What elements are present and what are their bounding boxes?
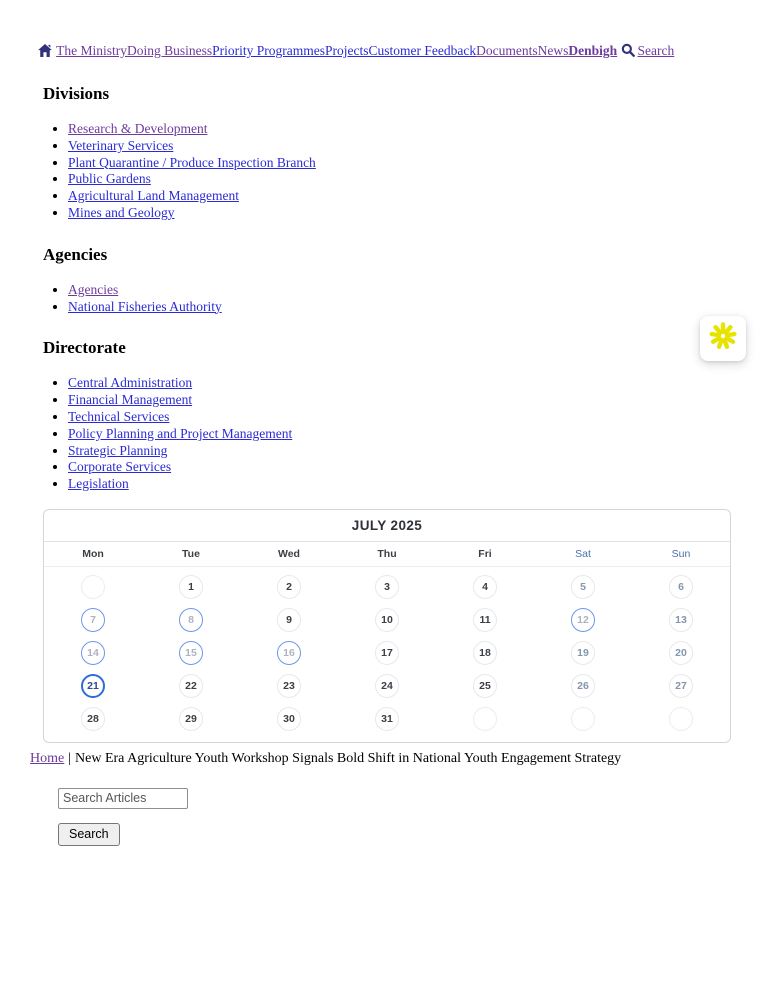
calendar-cell [142,636,240,669]
calendar-cell [44,570,142,603]
article-search-form [58,788,743,846]
calendar-day-1[interactable]: 1 [179,575,203,599]
calendar-cell [338,670,436,703]
nav-link-doing-business[interactable]: Doing Business [127,43,213,58]
sections [43,84,743,493]
calendar-cell [632,636,730,669]
calendar-cell [44,670,142,703]
list-item [68,138,743,155]
calendar-day-empty [473,707,497,731]
calendar-day-26[interactable]: 26 [571,674,595,698]
calendar-weekdays [44,542,730,567]
list-item [68,426,743,443]
breadcrumb-home-link[interactable]: Home [30,750,65,766]
calendar-cell [436,670,534,703]
calendar-day-21[interactable]: 21 [81,674,105,698]
link-mines-and-geology[interactable]: Mines and Geology [68,204,175,220]
section-list-divisions [43,121,743,222]
calendar-day-14[interactable]: 14 [81,641,105,665]
calendar-cell [632,570,730,603]
calendar-day-8[interactable]: 8 [179,608,203,632]
search-articles-button[interactable]: Search [58,823,120,846]
calendar-cell [534,670,632,703]
link-central-administration[interactable]: Central Administration [68,375,193,391]
calendar-cell [338,703,436,736]
link-agricultural-land-management[interactable]: Agricultural Land Management [68,188,239,204]
list-item [68,188,743,205]
calendar-day-empty [571,707,595,731]
calendar-day-18[interactable]: 18 [473,641,497,665]
weekday-thu: Thu [377,547,397,560]
calendar-day-28[interactable]: 28 [81,707,105,731]
link-corporate-services[interactable]: Corporate Services [68,459,172,475]
calendar-day-30[interactable]: 30 [277,707,301,731]
calendar-cell [534,570,632,603]
calendar-day-10[interactable]: 10 [375,608,399,632]
link-policy-planning-and-project-management[interactable]: Policy Planning and Project Management [68,425,293,441]
calendar-day-12[interactable]: 12 [571,608,595,632]
calendar-cell [436,603,534,636]
calendar-day-11[interactable]: 11 [473,608,497,632]
calendar-day-20[interactable]: 20 [669,641,693,665]
calendar-day-25[interactable]: 25 [473,674,497,698]
calendar-cell [142,670,240,703]
breadcrumb-article-title: New Era Agriculture Youth Workshop Signals Bold Shift in National Youth Engagement Strategy [75,750,622,766]
link-public-gardens[interactable]: Public Gardens [68,171,151,187]
yellow-asterisk-icon [709,322,737,355]
calendar-day-2[interactable]: 2 [277,575,301,599]
list-item [68,299,743,316]
breadcrumb [30,750,743,767]
list-item [68,282,743,299]
calendar-cell [142,603,240,636]
calendar-day-24[interactable]: 24 [375,674,399,698]
calendar-day-5[interactable]: 5 [571,575,595,599]
link-strategic-planning[interactable]: Strategic Planning [68,442,168,458]
calendar-day-19[interactable]: 19 [571,641,595,665]
calendar-day-27[interactable]: 27 [669,674,693,698]
calendar-cell [240,603,338,636]
calendar-cell [240,636,338,669]
home-link[interactable] [38,43,52,58]
calendar-cell [44,703,142,736]
list-item [68,155,743,172]
link-plant-quarantine-produce-inspection-branch[interactable]: Plant Quarantine / Produce Inspection Branch [68,154,316,170]
link-national-fisheries-authority[interactable]: National Fisheries Authority [68,298,222,314]
section-list-agencies [43,282,743,316]
home-icon [38,44,52,61]
calendar-cell [338,603,436,636]
calendar-grid [44,567,730,742]
search-icon [621,43,635,61]
nav-link-the-ministry[interactable]: The Ministry [56,43,128,58]
accessibility-widget-button[interactable] [700,316,746,361]
calendar-cell [534,703,632,736]
search-articles-input[interactable] [58,788,188,809]
list-item [68,375,743,392]
list-item [68,459,743,476]
calendar-day-16[interactable]: 16 [277,641,301,665]
list-item [68,409,743,426]
list-item [68,171,743,188]
weekday-fri: Fri [478,547,492,560]
calendar-day-31[interactable]: 31 [375,707,399,731]
calendar-cell [534,603,632,636]
calendar-cell [338,636,436,669]
calendar-cell [240,570,338,603]
calendar-day-17[interactable]: 17 [375,641,399,665]
breadcrumb-separator: | [68,750,72,766]
calendar-cell [632,670,730,703]
link-agencies[interactable]: Agencies [68,281,119,297]
link-veterinary-services[interactable]: Veterinary Services [68,137,174,153]
calendar-day-empty [669,707,693,731]
nav-link-news[interactable]: News [537,43,569,58]
nav-link-denbigh[interactable]: Denbigh [568,43,618,58]
calendar-cell [44,636,142,669]
calendar-cell [44,603,142,636]
list-item [68,476,743,493]
calendar-day-empty [81,575,105,599]
section-heading-agencies: Agencies [43,244,108,264]
calendar-day-15[interactable]: 15 [179,641,203,665]
calendar-cell [436,703,534,736]
list-item [68,205,743,222]
nav-link-documents[interactable]: Documents [476,43,538,58]
calendar-cell [240,703,338,736]
calendar-cell [240,670,338,703]
weekday-wed: Wed [278,547,300,560]
calendar-cell [632,703,730,736]
calendar-day-29[interactable]: 29 [179,707,203,731]
link-financial-management[interactable]: Financial Management [68,392,193,408]
nav-links [56,43,617,58]
nav-link-projects[interactable]: Projects [325,43,369,58]
nav-search-link[interactable] [621,43,675,58]
calendar-day-22[interactable]: 22 [179,674,203,698]
calendar-day-4[interactable]: 4 [473,575,497,599]
calendar-cell [142,570,240,603]
calendar-cell [632,603,730,636]
weekday-sun: Sun [671,547,691,560]
nav-link-priority-programmes[interactable]: Priority Programmes [212,43,326,58]
link-legislation[interactable]: Legislation [68,476,129,492]
calendar-cell [534,636,632,669]
section-heading-divisions: Divisions [43,84,110,103]
calendar-cell [436,636,534,669]
calendar-day-3[interactable]: 3 [375,575,399,599]
section-list-directorate [43,375,743,493]
weekday-sat: Sat [575,547,591,560]
weekday-tue: Tue [182,547,200,560]
list-item [68,121,743,138]
calendar-cell [436,570,534,603]
nav-link-customer-feedback[interactable]: Customer Feedback [368,43,477,58]
weekday-mon: Mon [82,547,104,560]
top-nav [38,43,743,61]
events-calendar [43,509,731,743]
list-item [68,392,743,409]
calendar-day-13[interactable]: 13 [669,608,693,632]
link-technical-services[interactable]: Technical Services [68,408,170,424]
calendar-day-6[interactable]: 6 [669,575,693,599]
calendar-day-7[interactable]: 7 [81,608,105,632]
section-heading-directorate: Directorate [43,338,126,358]
calendar-cell [338,570,436,603]
calendar-day-9[interactable]: 9 [277,608,301,632]
link-research-and-development[interactable]: Research & Development [68,121,208,136]
list-item [68,443,743,460]
calendar-day-23[interactable]: 23 [277,674,301,698]
nav-search-label: Search [637,43,675,58]
calendar-month-title: JULY 2025 [44,510,730,542]
calendar-cell [142,703,240,736]
